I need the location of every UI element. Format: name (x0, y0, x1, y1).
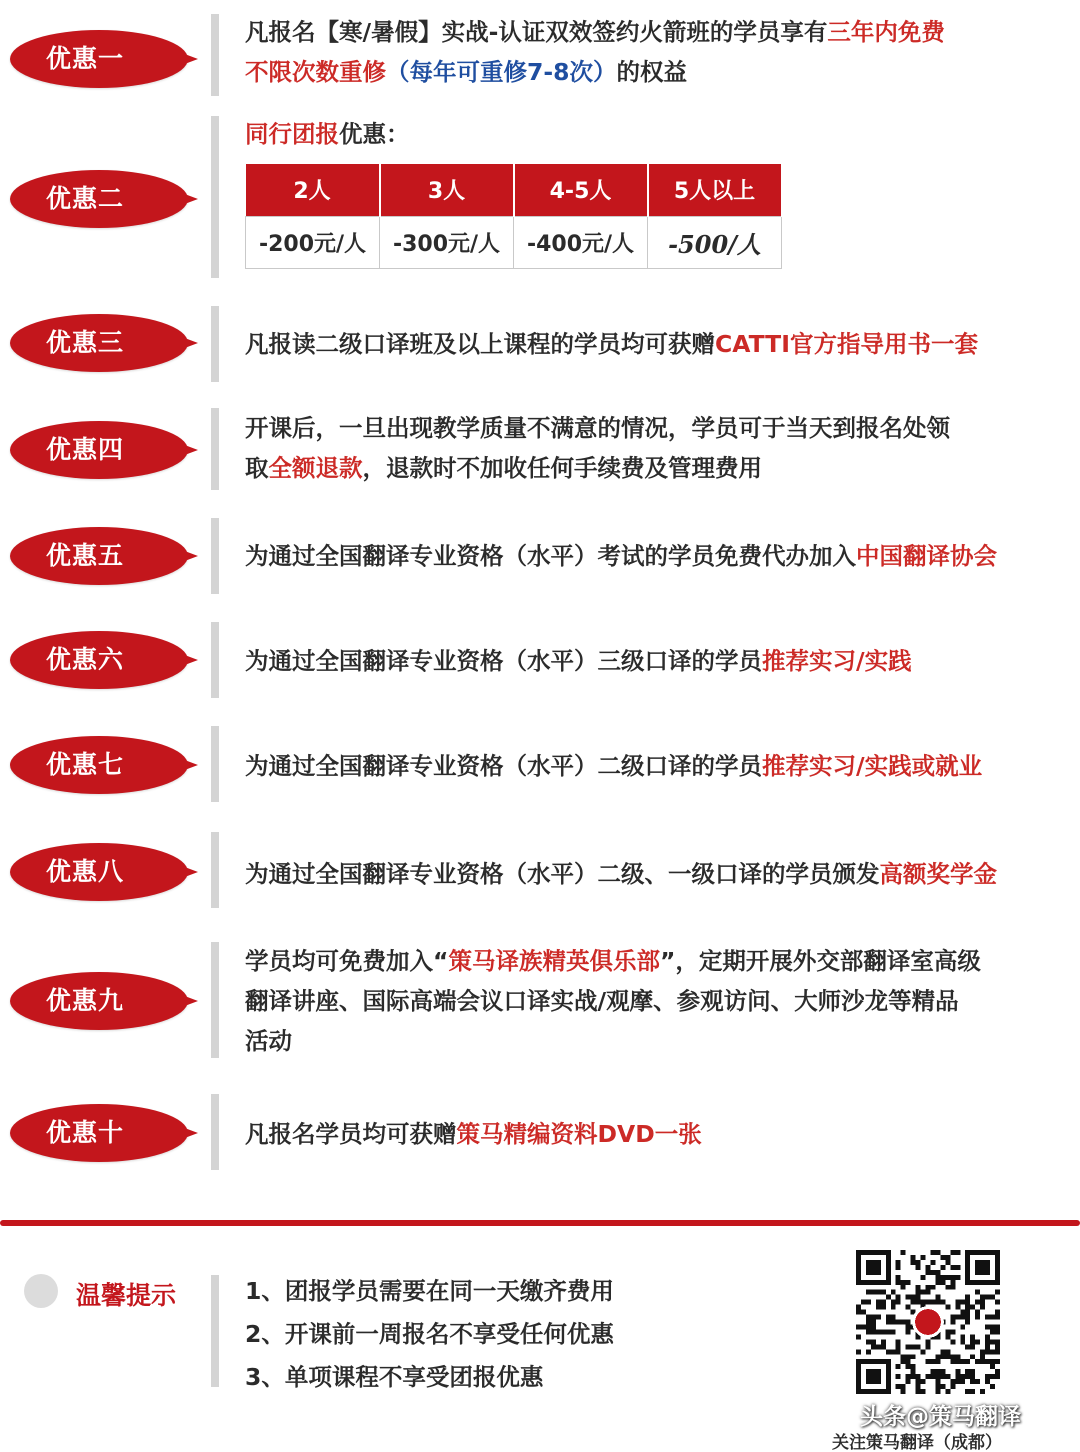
offer-badge: 优惠六 (10, 631, 188, 689)
offer-text (245, 408, 1060, 488)
body-text: 凡报读二级口译班及以上课程的学员均可获赠 (245, 330, 715, 358)
table-header: 5人以上 (648, 164, 782, 216)
tips-list (245, 1270, 614, 1399)
offer-text (245, 746, 1060, 786)
divider-bar (211, 622, 219, 698)
table-cell: -500/人 (648, 216, 782, 268)
highlight-text: 同行团报 (245, 120, 339, 148)
tip-dot-icon (24, 1274, 58, 1308)
body-text: 优惠： (339, 120, 410, 148)
group-discount-table (245, 164, 783, 269)
watermark-text: 头条@策马翻译 (860, 1404, 1021, 1430)
tip-item: 2、开课前一周报名不享受任何优惠 (245, 1320, 614, 1348)
table-cell: -400元/人 (514, 216, 648, 268)
offer-line (245, 448, 1060, 488)
divider-bar (211, 726, 219, 802)
divider-bar (211, 832, 219, 908)
offer-badge: 优惠八 (10, 843, 188, 901)
table-header-row (246, 164, 782, 216)
body-text: 凡报名学员均可获赠 (245, 1120, 457, 1148)
highlight-text: 策马译族精英俱乐部 (448, 947, 660, 975)
body-text: 活动 (245, 1027, 292, 1055)
highlight-text: （每年可重修7-8次） (386, 58, 617, 86)
offer-line (245, 536, 1060, 576)
divider-bar (211, 518, 219, 594)
qr-caption: 关注策马翻译（成都） (832, 1433, 1002, 1452)
table-header: 2人 (246, 164, 380, 216)
offer-badge: 优惠五 (10, 527, 188, 585)
offer-line (245, 746, 1060, 786)
offer-badge: 优惠四 (10, 421, 188, 479)
offer-badge: 优惠一 (10, 30, 188, 88)
offer-text (245, 641, 1060, 681)
offer-badge: 优惠十 (10, 1104, 188, 1162)
highlight-text: 高额奖学金 (879, 860, 997, 888)
table-cell: -200元/人 (246, 216, 380, 268)
highlight-text: 三年内免费 (827, 18, 945, 46)
offer-badge: 优惠九 (10, 972, 188, 1030)
body-text: ，退款时不加收任何手续费及管理费用 (362, 454, 762, 482)
offer-line (245, 12, 1060, 52)
body-text: 为通过全国翻译专业资格（水平）考试的学员免费代办加入 (245, 542, 856, 570)
offer-text (245, 114, 1060, 154)
offer-text (245, 941, 1060, 1061)
body-text: 凡报名【寒/暑假】实战-认证双效签约火箭班的学员享有 (245, 18, 828, 46)
divider-bar (211, 306, 219, 382)
qr-code-icon[interactable] (856, 1250, 1000, 1394)
divider-bar (211, 116, 219, 278)
body-text: 为通过全国翻译专业资格（水平）二级、一级口译的学员颁发 (245, 860, 880, 888)
table-row (246, 216, 782, 268)
offer-line (245, 408, 1060, 448)
highlight-text: 策马精编资料DVD一张 (456, 1120, 702, 1148)
tips-title: 温馨提示 (76, 1281, 177, 1310)
table-header: 4-5人 (514, 164, 648, 216)
divider-bar (211, 1275, 219, 1387)
body-text: 为通过全国翻译专业资格（水平）二级口译的学员 (245, 752, 762, 780)
highlight-text: CATTI官方指导用书一套 (715, 330, 978, 358)
body-text: 翻译讲座、国际高端会议口译实战/观摩、参观访问、大师沙龙等精品 (245, 987, 959, 1015)
offer-line (245, 114, 1060, 154)
offer-text (245, 12, 1060, 92)
divider-bar (211, 1094, 219, 1170)
offer-line (245, 981, 1060, 1021)
tip-item: 1、团报学员需要在同一天缴齐费用 (245, 1277, 614, 1305)
body-text: ”，定期开展外交部翻译室高级 (659, 947, 981, 975)
body-text: 的权益 (616, 58, 687, 86)
body-text: 取 (245, 454, 269, 482)
highlight-text: 推荐实习/实践 (762, 647, 912, 675)
offer-text (245, 536, 1060, 576)
highlight-text: 推荐实习/实践或就业 (762, 752, 983, 780)
tip-item: 3、单项课程不享受团报优惠 (245, 1363, 544, 1391)
offer-line (245, 641, 1060, 681)
highlight-text: 全额退款 (268, 454, 363, 482)
highlight-text: 中国翻译协会 (856, 542, 997, 570)
table-header: 3人 (380, 164, 514, 216)
offer-line (245, 324, 1060, 364)
offer-line (245, 941, 1060, 981)
table-cell: -300元/人 (380, 216, 514, 268)
offer-text (245, 854, 1060, 894)
highlight-text: 不限次数重修 (245, 58, 386, 86)
offer-badge: 优惠二 (10, 170, 188, 228)
divider-bar (211, 14, 219, 96)
offer-text (245, 1114, 1060, 1154)
divider-bar (211, 408, 219, 490)
body-text: 开课后，一旦出现教学质量不满意的情况，学员可于当天到报名处领 (245, 414, 950, 442)
offer-badge: 优惠三 (10, 314, 188, 372)
offer-line (245, 854, 1060, 894)
offer-badge: 优惠七 (10, 736, 188, 794)
body-text: 学员均可免费加入“ (245, 947, 449, 975)
divider-bar (211, 942, 219, 1058)
section-divider (0, 1220, 1080, 1226)
body-text: 为通过全国翻译专业资格（水平）三级口译的学员 (245, 647, 762, 675)
offer-line (245, 52, 1060, 92)
offer-line (245, 1021, 1060, 1061)
offer-line (245, 1114, 1060, 1154)
offer-text (245, 324, 1060, 364)
